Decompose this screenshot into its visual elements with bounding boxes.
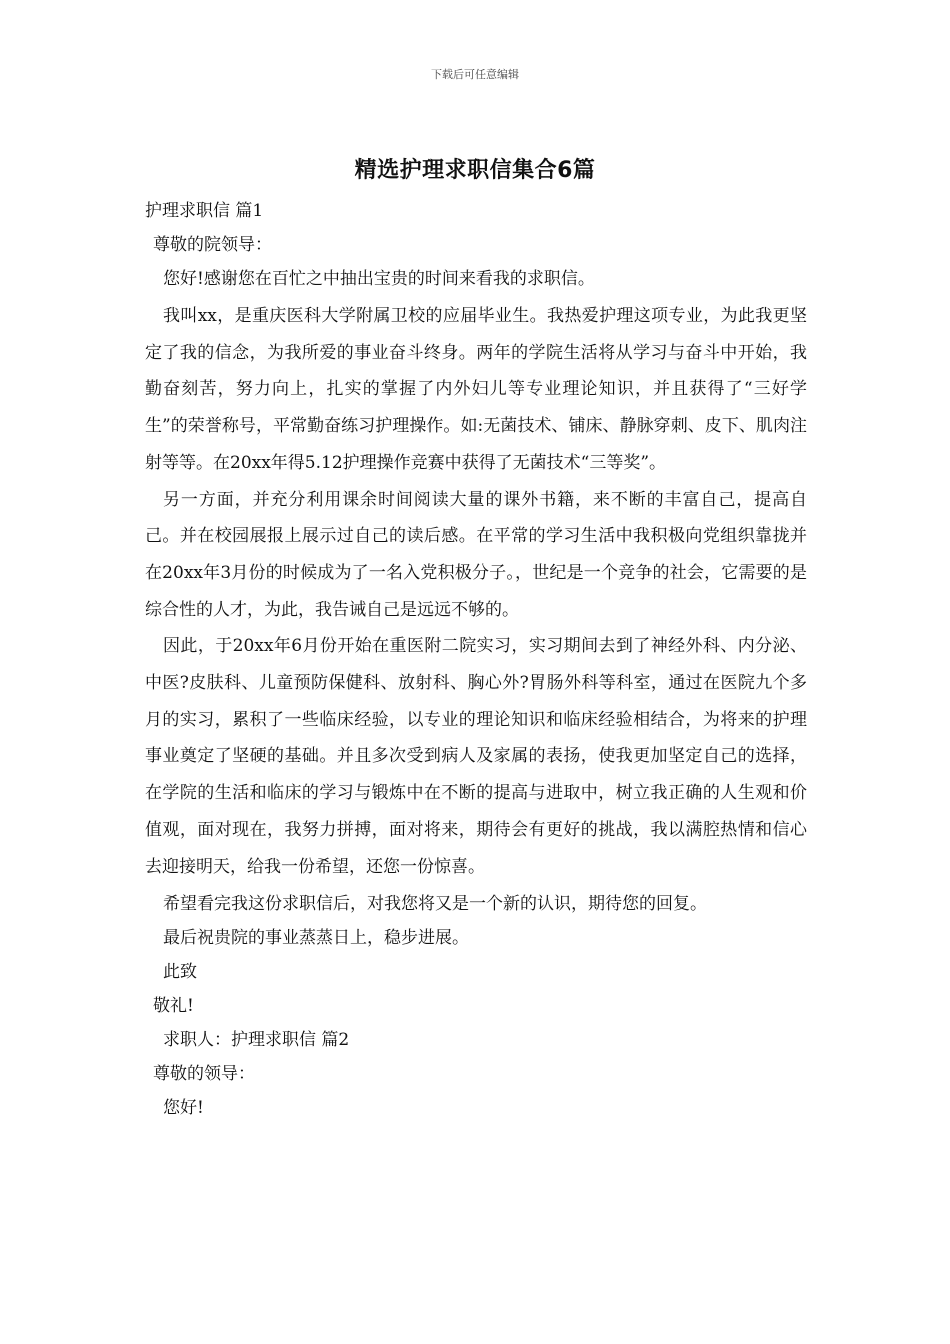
closing-line-1: 希望看完我这份求职信后，对我您将又是一个新的认识，期待您的回复。 [163,894,707,915]
paragraph-3: 因此，于20xx年6月份开始在重医附二院实习，实习期间去到了神经外科、内分泌、中医?皮肤科、儿童预防保健科、放射科、胸心外?胃肠外科等科室，通过在医院九个多月的实习，累积了一些临床经验，以专业的理论知识和临床经验相结合，为将来的护理事业奠定了坚硬的基础。并且多次受到病人及家属的表扬，使我更加坚定自己的选择，在学院的生活和临床的学习与锻炼中在不断的提高与进取中，树立我正确的人生观和价值观，面对现在，我努力拼搏，面对将来，期待会有更好的挑战，我以满腔热情和信心去迎接明天，给我一份希望，还您一份惊喜。 [145,636,807,877]
document-title: 精选护理求职信集合6篇 [354,158,596,183]
signature-line: 求职人：护理求职信 篇2 [163,1030,350,1051]
salutation-2: 尊敬的领导： [153,1064,255,1085]
document-body [145,196,807,1123]
closing-line-3: 此致 [163,962,197,983]
closing-line-2: 最后祝贵院的事业蒸蒸日上，稳步进展。 [163,928,469,949]
header-note: 下载后可任意编辑 [431,68,519,81]
salutation-1: 尊敬的院领导： [153,235,272,255]
closing-line-4: 敬礼! [153,996,194,1017]
greeting-1: 您好!感谢您在百忙之中抽出宝贵的时间来看我的求职信。 [163,269,595,289]
section-heading-1: 护理求职信 篇1 [145,201,264,221]
greeting-2: 您好! [163,1098,204,1119]
paragraph-2: 另一方面，并充分利用课余时间阅读大量的课外书籍，来不断的丰富自己，提高自己。并在校园展报上展示过自己的读后感。在平常的学习生活中我积极向党组织靠拢并在20xx年3月份的时候成为了一名入党积极分子。，世纪是一个竞争的社会，它需要的是综合性的人才，为此，我告诫自己是远远不够的。 [145,489,807,620]
paragraph-1: 我叫xx，是重庆医科大学附属卫校的应届毕业生。我热爱护理这项专业，为此我更坚定了我的信念，为我所爱的事业奋斗终身。两年的学院生活将从学习与奋斗中开始，我勤奋刻苦，努力向上，扎实的掌握了内外妇儿等专业理论知识，并且获得了“三好学生”的荣誉称号，平常勤奋练习护理操作。如:无菌技术、铺床、静脉穿刺、皮下、肌肉注射等等。在20xx年得5.12护理操作竞赛中获得了无菌技术“三等奖”。 [145,306,807,473]
